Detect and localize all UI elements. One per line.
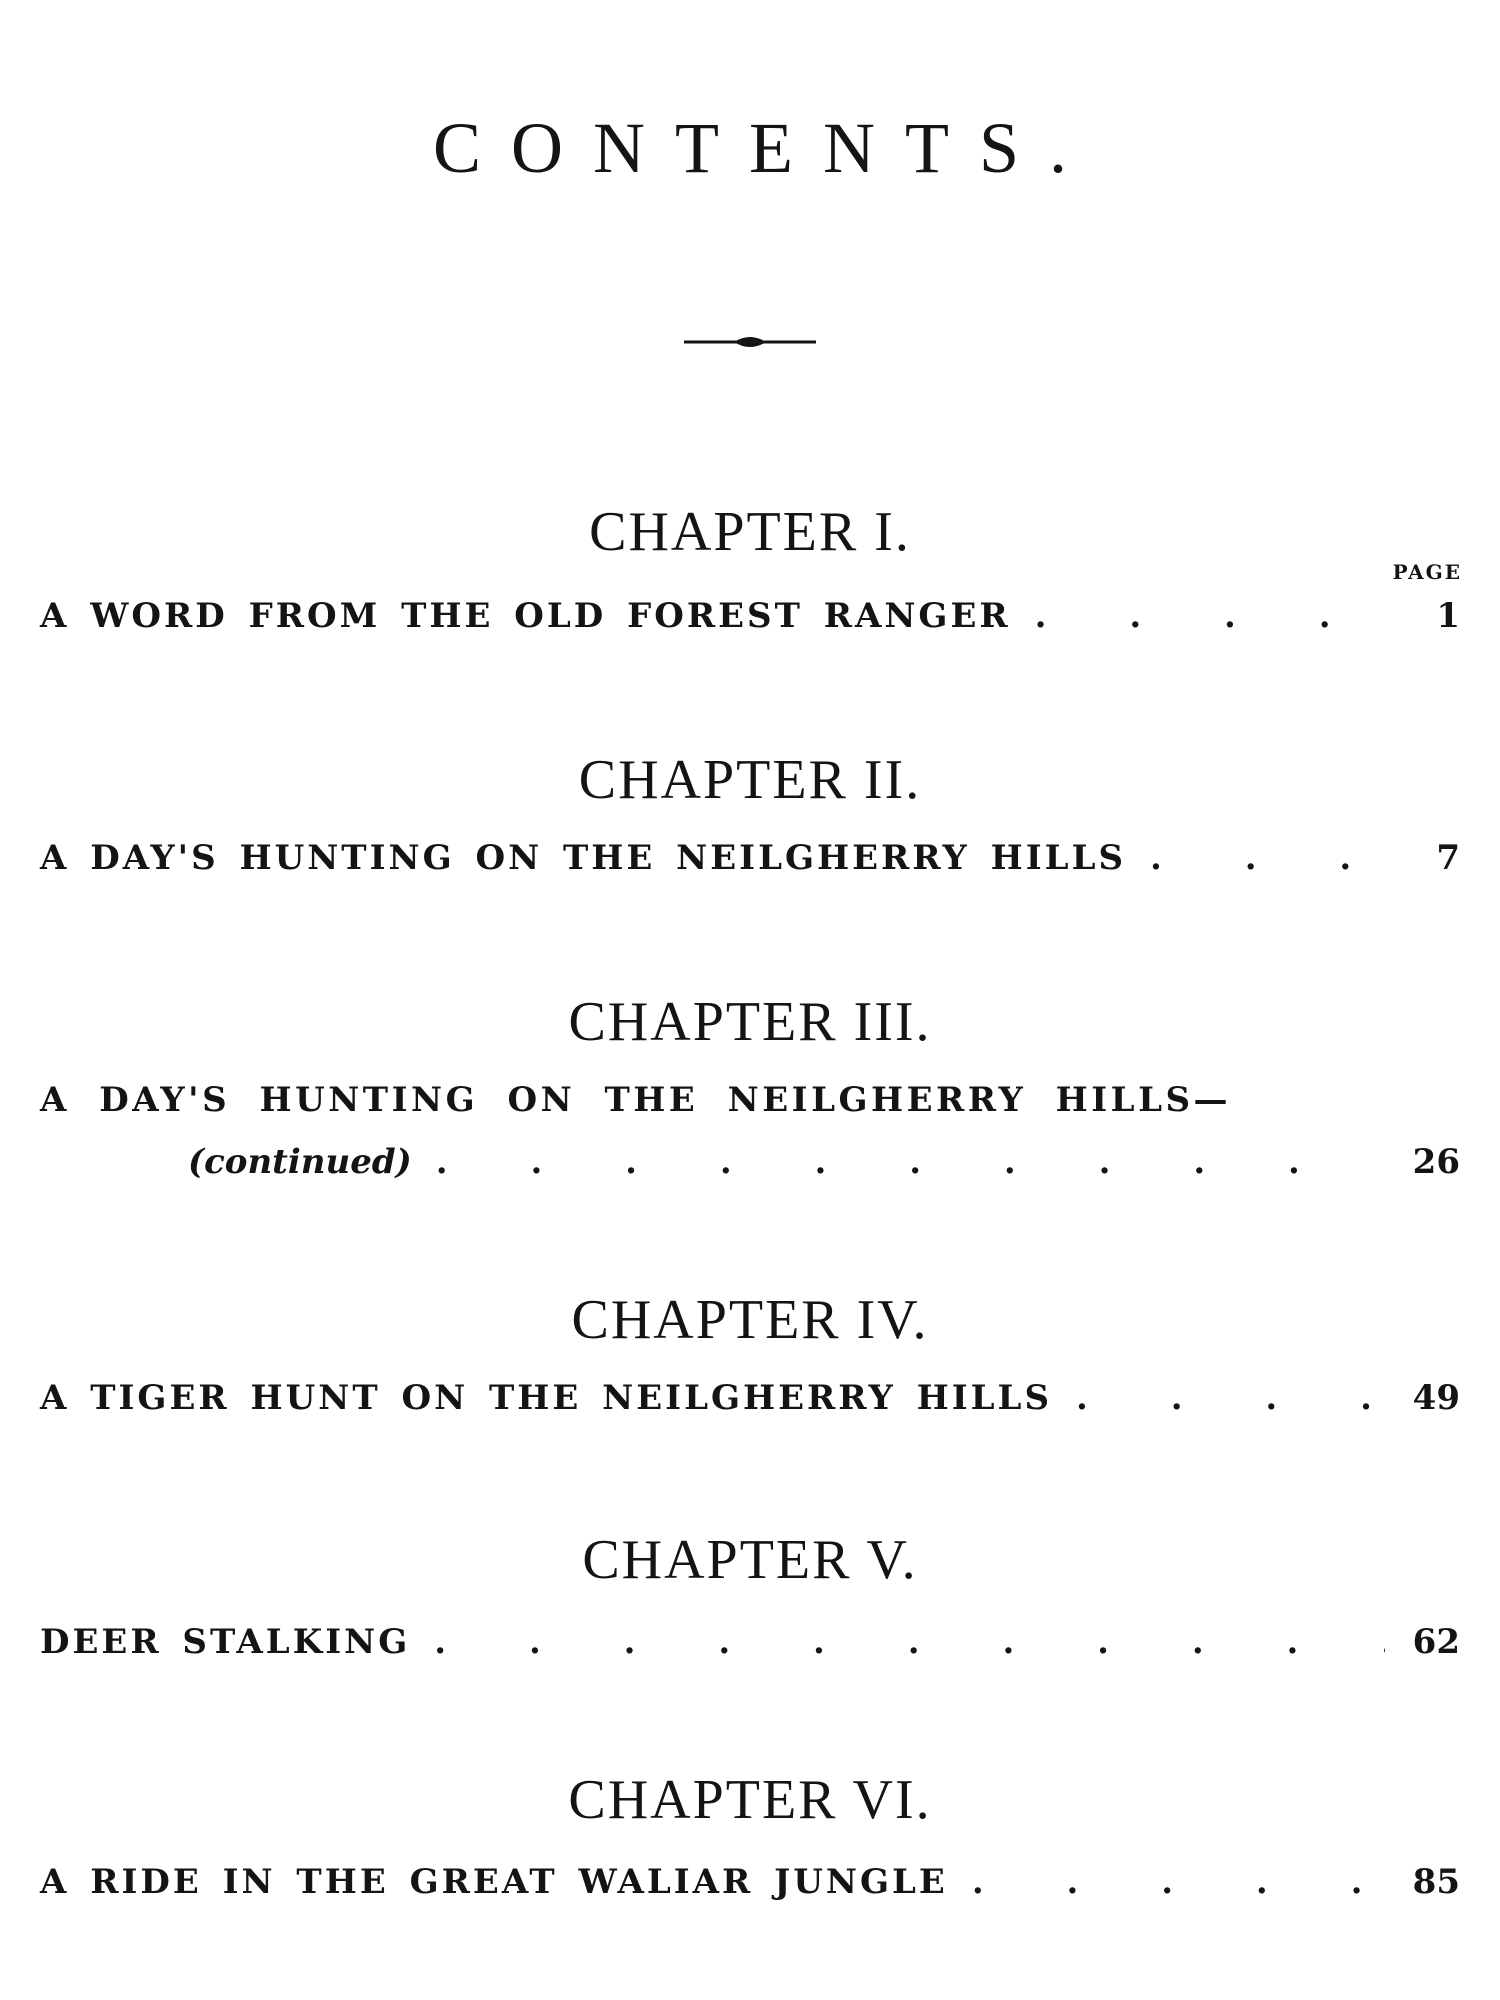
toc-entry-3[interactable] [188, 1142, 1460, 1182]
chapter-heading-6: CHAPTER VI. [568, 1769, 932, 1831]
toc-entry-title: A DAY'S HUNTING ON THE NEILGHERRY HILLS [40, 838, 1127, 878]
page-column-label: PAGE [1392, 560, 1462, 584]
toc-entry-1[interactable] [40, 596, 1460, 636]
ornament-divider-icon [682, 328, 818, 356]
toc-entry-title: A RIDE IN THE GREAT WALIAR JUNGLE [40, 1862, 948, 1902]
dot-leaders [972, 1862, 1385, 1902]
toc-entry-2[interactable] [40, 838, 1460, 878]
toc-entry-6[interactable] [40, 1862, 1460, 1902]
dot-leaders [434, 1622, 1384, 1662]
dot-leaders [1035, 596, 1396, 636]
toc-entry-3-title-line-1[interactable]: A DAY'S HUNTING ON THE NEILGHERRY HILLS— [40, 1080, 1232, 1120]
toc-entry-title: A WORD FROM THE OLD FOREST RANGER [40, 596, 1011, 636]
dot-leaders [1150, 838, 1396, 878]
toc-entry-page: 7 [1436, 838, 1460, 878]
chapter-heading-1: CHAPTER I. [589, 501, 911, 563]
chapter-heading-3: CHAPTER III. [568, 991, 932, 1053]
toc-entry-4[interactable] [40, 1378, 1460, 1418]
toc-entry-title: A TIGER HUNT ON THE NEILGHERRY HILLS [40, 1378, 1053, 1418]
toc-entry-5[interactable] [40, 1622, 1460, 1662]
toc-entry-title-continued: (continued) [188, 1142, 412, 1182]
toc-entry-page: 62 [1412, 1622, 1460, 1662]
toc-entry-page: 49 [1412, 1378, 1460, 1418]
toc-entry-page: 85 [1412, 1862, 1460, 1902]
chapter-heading-5: CHAPTER V. [582, 1529, 918, 1591]
dot-leaders [1076, 1378, 1385, 1418]
toc-entry-page: 1 [1436, 596, 1460, 636]
toc-entry-page: 26 [1412, 1142, 1460, 1182]
page-title: CONTENTS. [433, 108, 1097, 188]
chapter-heading-2: CHAPTER II. [578, 749, 922, 811]
dot-leaders [436, 1142, 1385, 1182]
toc-entry-title: DEER STALKING [40, 1622, 411, 1662]
chapter-heading-4: CHAPTER IV. [571, 1289, 929, 1351]
